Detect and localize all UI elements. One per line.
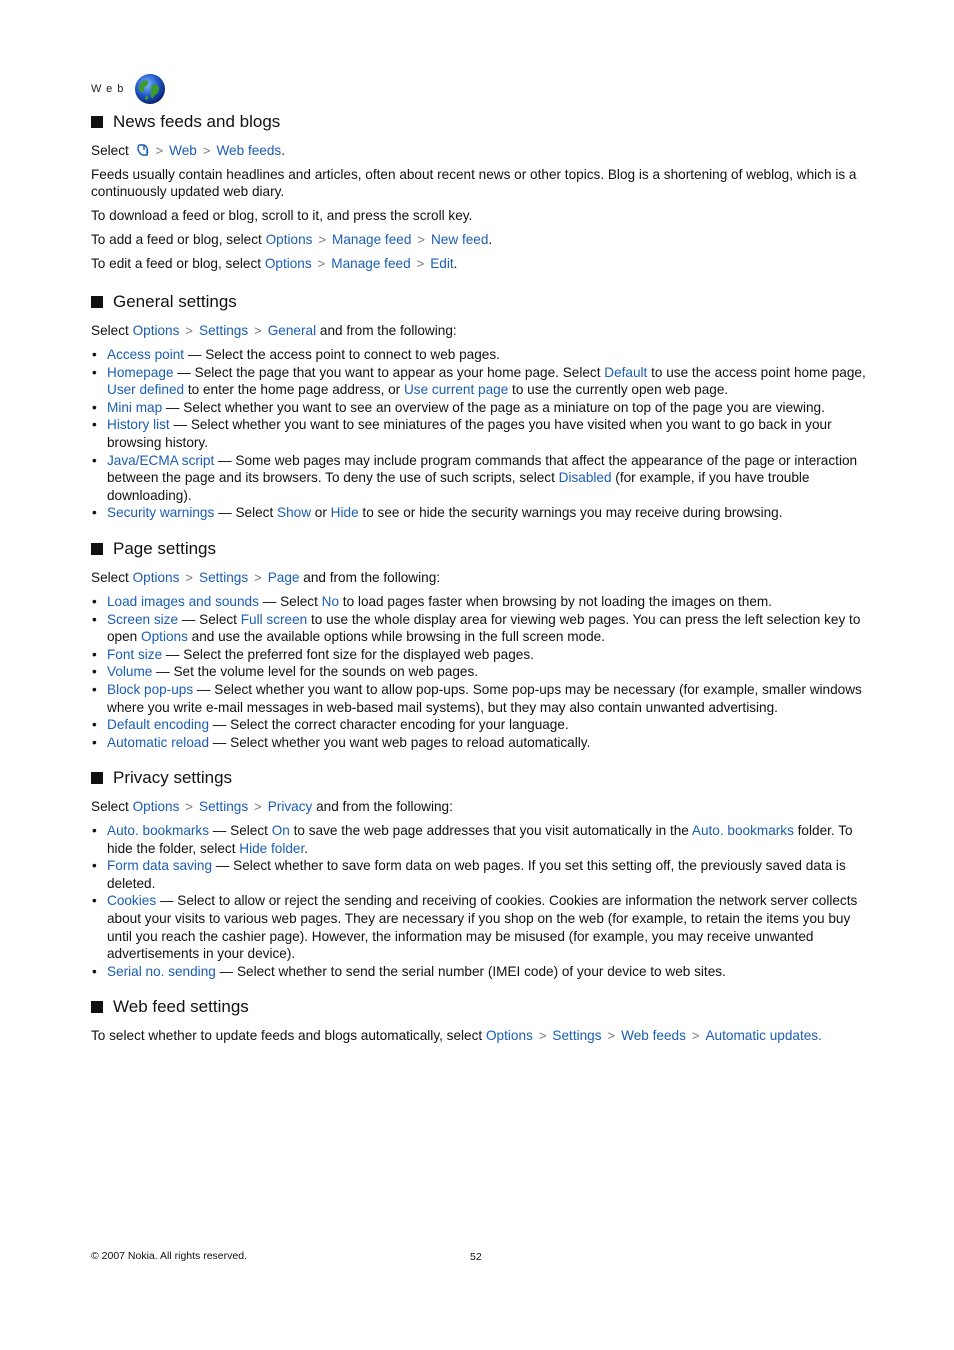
- option-link[interactable]: User defined: [107, 382, 185, 398]
- list-item: • Load images and sounds — Select No to load pages faster when browsing by not loading the images on them.: [91, 593, 871, 611]
- menu-link[interactable]: Edit: [430, 256, 454, 271]
- section-news-feeds: [91, 112, 871, 279]
- menu-link[interactable]: Manage feed: [331, 256, 411, 271]
- menu-link[interactable]: Privacy: [267, 799, 313, 814]
- menu-link[interactable]: Options: [265, 232, 313, 247]
- option-link[interactable]: Hide folder: [239, 840, 305, 856]
- option-link[interactable]: On: [271, 823, 290, 838]
- menu-link[interactable]: Settings: [199, 323, 249, 338]
- chevron-right-icon: >: [538, 1028, 547, 1043]
- menu-link[interactable]: Page: [267, 570, 300, 585]
- list-item: • Form data saving — Select whether to save form data on web pages. If you set this setting off, the previously saved data is deleted.: [91, 857, 871, 892]
- list-item: • Screen size — Select Full screen to use the whole display area for viewing web pages. You can press the left selection key to open Options and use the available options while browsing in the full screen mode.: [91, 611, 871, 646]
- setting-term[interactable]: Load images and sounds: [107, 594, 259, 609]
- chevron-right-icon: >: [416, 256, 425, 271]
- chapter-label: Web: [91, 83, 129, 95]
- menu-link[interactable]: Automatic updates: [705, 1028, 819, 1043]
- menu-link[interactable]: General: [267, 323, 317, 338]
- settings-list: [91, 593, 871, 751]
- setting-term[interactable]: Form data saving: [107, 858, 213, 874]
- chevron-right-icon: >: [691, 1028, 700, 1043]
- menu-link[interactable]: Web feeds: [621, 1028, 686, 1043]
- select-path-line: Select Options > Settings > Page and from the following:: [91, 570, 441, 585]
- chevron-right-icon: >: [318, 232, 327, 247]
- section-web-feed-settings: [91, 997, 871, 1051]
- section-title: Privacy settings: [91, 768, 871, 788]
- list-item: • Volume — Set the volume level for the sounds on web pages.: [91, 663, 871, 681]
- list-item: • Cookies — Select to allow or reject the sending and receiving of cookies. Cookies are information the network server collects about your visits to various web pages. They are necessary if you shop on the web (for example, to retain the items you buy until you reach the cashier page). However, the information may be misused (for example, you may receive unwanted advertisements in your device).: [91, 892, 871, 962]
- section-title: Web feed settings: [91, 997, 871, 1017]
- setting-term[interactable]: Block pop-ups: [107, 681, 194, 697]
- setting-term[interactable]: Auto. bookmarks: [107, 823, 209, 838]
- chevron-right-icon: >: [155, 143, 164, 158]
- section-title: News feeds and blogs: [91, 112, 871, 132]
- menu-link[interactable]: Settings: [199, 799, 249, 814]
- menu-link[interactable]: Options: [264, 256, 312, 271]
- section-title: Page settings: [91, 539, 871, 559]
- setting-term[interactable]: Java/ECMA script: [107, 452, 215, 468]
- section-title: General settings: [91, 292, 871, 312]
- list-item: • Default encoding — Select the correct character encoding for your language.: [91, 716, 871, 734]
- list-item: • Automatic reload — Select whether you want web pages to reload automatically.: [91, 734, 871, 752]
- menu-link[interactable]: Options: [485, 1028, 533, 1043]
- chevron-right-icon: >: [254, 570, 262, 585]
- page-number: 52: [470, 1251, 482, 1263]
- chevron-right-icon: >: [317, 256, 326, 271]
- setting-term[interactable]: Security warnings: [107, 505, 215, 521]
- list-item: • Security warnings — Select Show or Hide to see or hide the security warnings you may receive during browsing.: [91, 504, 871, 522]
- select-path-line: Select Options > Settings > Privacy and from the following:: [91, 799, 453, 814]
- square-bullet-icon: [91, 296, 103, 308]
- setting-term[interactable]: Access point: [107, 347, 185, 362]
- option-link[interactable]: Default: [604, 364, 648, 380]
- setting-term[interactable]: Homepage: [107, 364, 174, 380]
- copyright-notice: © 2007 Nokia. All rights reserved.: [91, 1250, 247, 1262]
- news-select-line: Select > Web > Web feeds.: [91, 143, 285, 158]
- list-item: • Font size — Select the preferred font size for the displayed web pages.: [91, 646, 871, 664]
- setting-term[interactable]: Serial no. sending: [107, 963, 216, 979]
- setting-term[interactable]: Screen size: [107, 611, 179, 627]
- option-link[interactable]: Options: [141, 629, 188, 645]
- setting-term[interactable]: Cookies: [107, 893, 157, 909]
- option-link[interactable]: Use current page: [403, 382, 509, 398]
- menu-link[interactable]: Settings: [552, 1028, 602, 1043]
- chevron-right-icon: >: [185, 323, 194, 338]
- list-item: • Homepage — Select the page that you want to appear as your home page. Select Default to use the access point home page, User defined to enter the home page address, or Use current page to use the currently open web page.: [91, 364, 871, 399]
- menu-link[interactable]: New feed: [430, 232, 489, 247]
- chevron-right-icon: >: [607, 1028, 616, 1043]
- list-item: • Access point — Select the access point to connect to web pages.: [91, 346, 871, 364]
- setting-term[interactable]: History list: [107, 417, 170, 433]
- chevron-right-icon: >: [254, 323, 262, 338]
- chevron-right-icon: >: [254, 799, 262, 814]
- settings-list: [91, 346, 871, 522]
- square-bullet-icon: [91, 543, 103, 555]
- list-item: • History list — Select whether you want to see miniatures of the pages you have visited when you want to go back in your browsing history.: [91, 416, 871, 451]
- option-link[interactable]: Full screen: [240, 611, 308, 627]
- option-link[interactable]: Disabled: [558, 470, 612, 486]
- list-item: • Auto. bookmarks — Select On to save the web page addresses that you visit automatically in the Auto. bookmarks folder. To hide the folder, select Hide folder.: [91, 822, 871, 857]
- option-link[interactable]: Auto. bookmarks: [691, 823, 794, 838]
- select-path-line: Select Options > Settings > General and from the following:: [91, 323, 457, 338]
- square-bullet-icon: [91, 1001, 103, 1013]
- list-item: • Serial no. sending — Select whether to send the serial number (IMEI code) of your device to web sites.: [91, 963, 871, 981]
- chapter-header: [91, 72, 166, 106]
- globe-icon: [134, 73, 166, 105]
- paragraph: Feeds usually contain headlines and articles, often about recent news or other topics. Blog is a shortening of weblog, which is a continuously updated web diary.: [91, 167, 857, 199]
- setting-term[interactable]: Mini map: [107, 399, 163, 415]
- menu-key-icon: [136, 143, 150, 157]
- option-link[interactable]: Show: [277, 505, 312, 521]
- list-item: • Block pop-ups — Select whether you want to allow pop-ups. Some pop-ups may be necessary (for example, smaller windows where you write e-mail messages in web-based mail systems), but they may also contain unwanted advertising.: [91, 681, 871, 716]
- setting-term[interactable]: Default encoding: [107, 717, 210, 733]
- settings-list: [91, 822, 871, 980]
- setting-term[interactable]: Volume: [107, 664, 153, 680]
- section-general-settings: [91, 292, 871, 522]
- section-privacy-settings: [91, 768, 871, 980]
- square-bullet-icon: [91, 772, 103, 784]
- paragraph: To add a feed or blog, select Options > Manage feed > New feed.: [91, 232, 493, 247]
- chevron-right-icon: >: [185, 799, 194, 814]
- setting-term[interactable]: Font size: [107, 646, 163, 662]
- menu-link[interactable]: Web: [169, 143, 197, 158]
- menu-link[interactable]: Options: [132, 323, 180, 338]
- chevron-right-icon: >: [185, 570, 194, 585]
- setting-term[interactable]: Automatic reload: [107, 734, 210, 750]
- list-item: • Java/ECMA script — Some web pages may include program commands that affect the appearance of the page or interaction between the page and its browsers. To deny the use of such scripts, select Disabled (for example, if you have trouble downloading).: [91, 452, 871, 505]
- chevron-right-icon: >: [417, 232, 425, 247]
- section-page-settings: [91, 539, 871, 751]
- list-item: • Mini map — Select whether you want to see an overview of the page as a miniature on top of the page you are viewing.: [91, 399, 871, 417]
- paragraph: To edit a feed or blog, select Options > Manage feed > Edit.: [91, 256, 458, 271]
- menu-link[interactable]: Options: [132, 799, 180, 814]
- menu-link[interactable]: Manage feed: [332, 232, 412, 247]
- chevron-right-icon: >: [202, 143, 211, 158]
- menu-link[interactable]: Settings: [199, 570, 249, 585]
- menu-link[interactable]: Options: [132, 570, 180, 585]
- option-link[interactable]: No: [321, 594, 340, 609]
- square-bullet-icon: [91, 116, 103, 128]
- paragraph: To download a feed or blog, scroll to it, and press the scroll key.: [91, 208, 473, 223]
- menu-link[interactable]: Web feeds: [216, 143, 282, 158]
- option-link[interactable]: Hide: [330, 505, 359, 521]
- paragraph: To select whether to update feeds and blogs automatically, select Options > Settings > Web feeds > Automatic updates.: [91, 1028, 822, 1043]
